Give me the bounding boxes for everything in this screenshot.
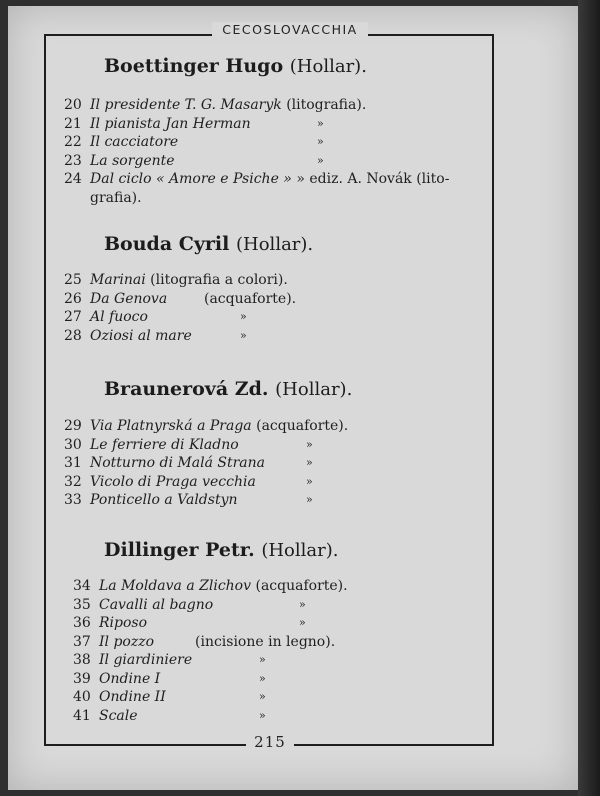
list-item: 22 Il cacciatore »	[64, 134, 324, 150]
list-item: 33 Ponticello a Valdstyn »	[64, 492, 313, 508]
artist-name: Boettinger Hugo	[104, 55, 284, 77]
list-item: 23 La sorgente »	[64, 152, 324, 169]
list-item: 39 Ondine I »	[73, 670, 266, 687]
book-spine-edge	[578, 0, 600, 796]
publisher: (Hollar).	[236, 234, 314, 255]
works-list	[64, 417, 484, 510]
list-item: 25 Marinai (litografia a colori).	[64, 272, 288, 288]
list-item: 40 Ondine II »	[73, 689, 266, 705]
works-list	[73, 577, 484, 725]
list-item: 20 Il presidente T. G. Masaryk (litografia).	[64, 97, 367, 113]
page-number: 215	[246, 733, 294, 751]
list-item-continuation: grafia).	[90, 189, 142, 206]
running-header	[0, 22, 580, 37]
list-item: 35 Cavalli al bagno »	[73, 596, 306, 613]
artist-heading	[104, 55, 484, 77]
artist-heading	[104, 539, 484, 561]
list-item: 37 Il pozzo (incisione in legno).	[73, 633, 336, 650]
artist-heading	[104, 378, 484, 400]
list-item: 28 Oziosi al mare »	[64, 327, 247, 344]
works-list	[64, 271, 484, 345]
artist-section	[64, 55, 484, 207]
artist-name: Braunerová Zd.	[104, 378, 269, 400]
list-item: 31 Notturno di Malá Strana »	[64, 455, 313, 471]
list-item: 29 Via Platnyrská a Praga (acquaforte).	[64, 418, 349, 434]
page-number-footer	[0, 733, 540, 751]
artist-name: Dillinger Petr.	[104, 539, 255, 561]
artist-section	[64, 378, 484, 510]
list-item: 34 La Moldava a Zlichov (acquaforte).	[73, 578, 348, 594]
list-item: 21 Il pianista Jan Herman »	[64, 115, 324, 132]
artist-section	[64, 539, 484, 725]
works-list	[64, 96, 484, 207]
publisher: (Hollar).	[289, 56, 367, 77]
publisher: (Hollar).	[275, 379, 353, 400]
artist-heading	[104, 233, 484, 255]
list-item: 36 Riposo »	[73, 615, 306, 631]
publisher: (Hollar).	[261, 540, 339, 561]
artist-name: Bouda Cyril	[104, 233, 230, 255]
country-title: CECOSLOVACCHIA	[212, 22, 367, 37]
artist-section	[64, 233, 484, 345]
list-item: 26 Da Genova (acquaforte).	[64, 290, 297, 307]
list-item: 32 Vicolo di Praga vecchia »	[64, 473, 313, 490]
list-item: 24 Dal ciclo « Amore e Psiche » » ediz. A. Novák (lito-	[64, 171, 450, 187]
list-item: 41 Scale »	[73, 707, 266, 724]
list-item: 30 Le ferriere di Kladno »	[64, 436, 313, 453]
list-item: 27 Al fuoco »	[64, 309, 247, 325]
list-item: 38 Il giardiniere »	[73, 652, 266, 668]
